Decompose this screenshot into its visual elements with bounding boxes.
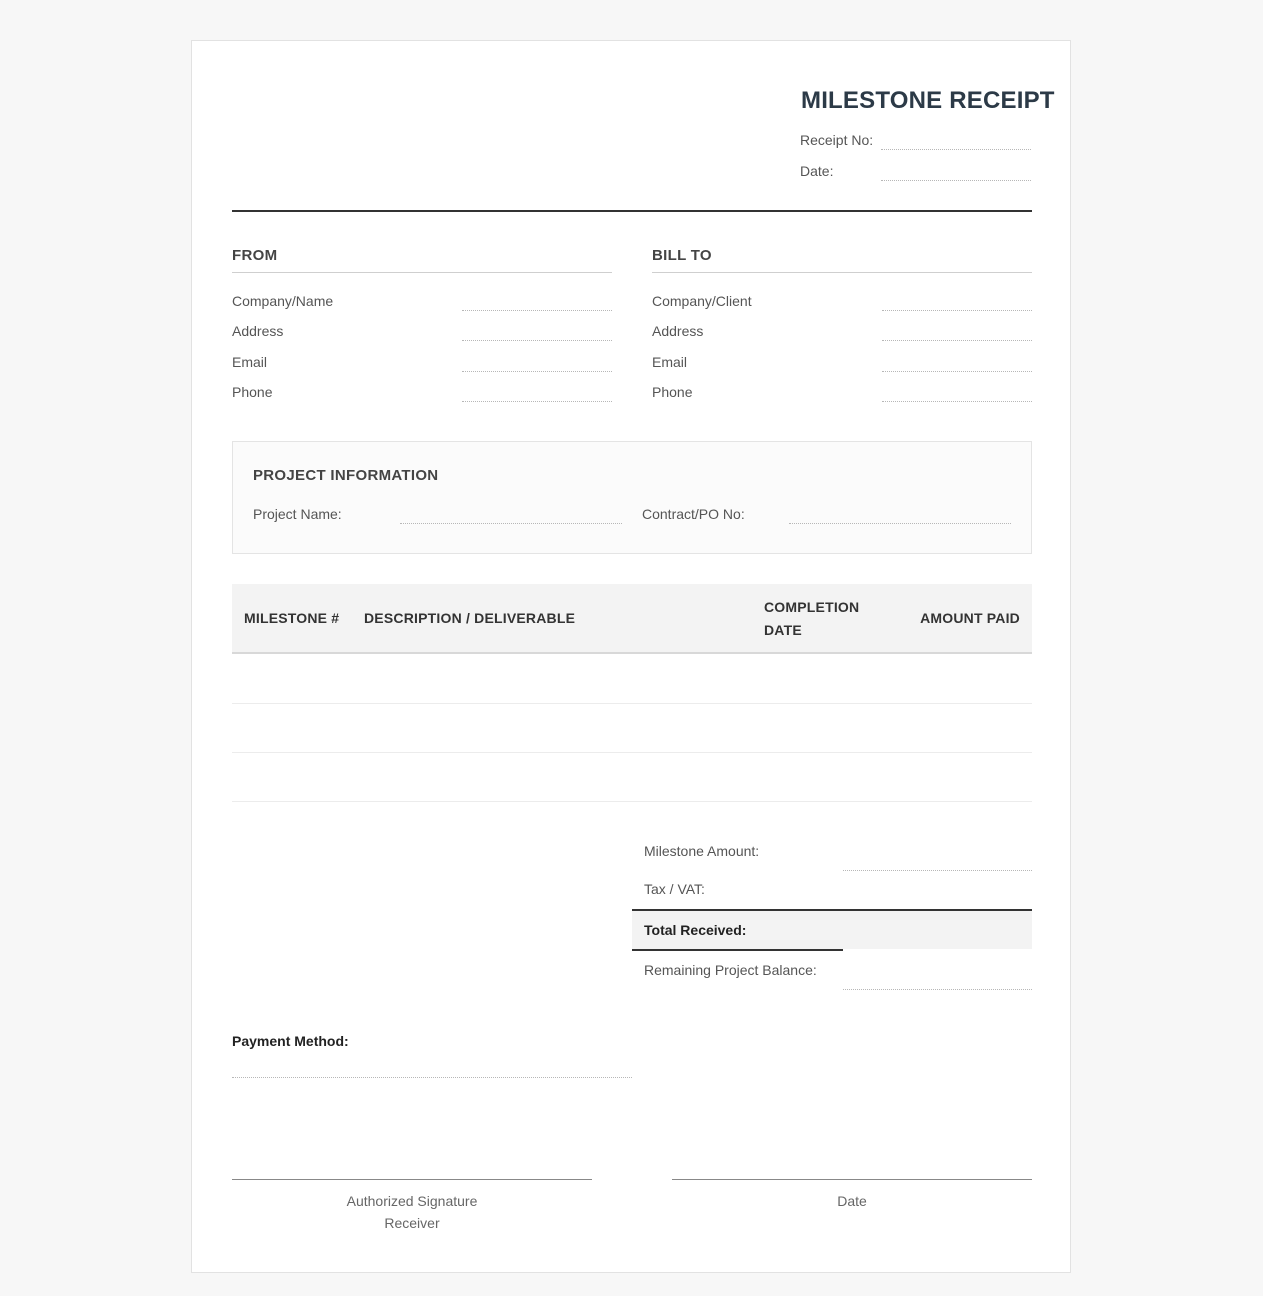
from-divider xyxy=(232,272,612,273)
contract-po-field[interactable] xyxy=(789,523,1011,524)
payment-method-field[interactable] xyxy=(232,1077,632,1078)
bill-to-company-label: Company/Client xyxy=(652,293,752,309)
bill-to-address-label: Address xyxy=(652,323,704,339)
from-phone-label: Phone xyxy=(232,384,273,400)
bill-to-heading: BILL TO xyxy=(652,247,712,264)
from-phone-field[interactable] xyxy=(462,401,612,402)
receipt-title: MILESTONE RECEIPT xyxy=(801,87,1055,114)
total-underline xyxy=(632,949,843,951)
bill-to-phone-label: Phone xyxy=(652,384,693,400)
from-address-field[interactable] xyxy=(462,340,612,341)
col-description: DESCRIPTION / DELIVERABLE xyxy=(364,610,576,626)
from-email-label: Email xyxy=(232,354,268,370)
project-name-label: Project Name: xyxy=(253,506,342,522)
col-completion-date: COMPLETION DATE xyxy=(764,599,860,638)
project-info-heading: PROJECT INFORMATION xyxy=(253,467,439,484)
receiver-label: Receiver xyxy=(384,1215,440,1231)
receipt-no-label: Receipt No: xyxy=(800,132,874,148)
bill-to-company-field[interactable] xyxy=(882,310,1032,311)
date-field[interactable] xyxy=(881,180,1031,181)
bill-to-email-label: Email xyxy=(652,354,688,370)
date-label: Date: xyxy=(800,163,834,179)
total-received-label: Total Received: xyxy=(644,922,747,938)
milestone-amount-field[interactable] xyxy=(843,870,1032,871)
milestone-amount-label: Milestone Amount: xyxy=(644,843,760,859)
bill-to-phone-field[interactable] xyxy=(882,401,1032,402)
table-row[interactable] xyxy=(232,752,1032,753)
remaining-balance-field[interactable] xyxy=(843,989,1032,990)
from-company-label: Company/Name xyxy=(232,293,334,309)
receipt-page xyxy=(191,40,1071,1273)
project-info-box xyxy=(232,441,1032,554)
signature-date-label: Date xyxy=(837,1193,867,1209)
date-signature-line[interactable] xyxy=(672,1179,1032,1180)
bill-to-divider xyxy=(652,272,1032,273)
bill-to-address-field[interactable] xyxy=(882,340,1032,341)
col-amount-paid: AMOUNT PAID xyxy=(920,610,1020,626)
signature-line[interactable] xyxy=(232,1179,592,1180)
from-heading: FROM xyxy=(232,247,278,264)
receipt-no-field[interactable] xyxy=(881,149,1031,150)
col-milestone-number: MILESTONE # xyxy=(244,610,340,626)
project-name-field[interactable] xyxy=(400,523,622,524)
from-company-field[interactable] xyxy=(462,310,612,311)
bill-to-email-field[interactable] xyxy=(882,371,1032,372)
table-row[interactable] xyxy=(232,703,1032,704)
tax-vat-label: Tax / VAT: xyxy=(644,881,705,897)
authorized-signature-label: Authorized Signature xyxy=(346,1193,478,1209)
payment-method-label: Payment Method: xyxy=(232,1033,349,1049)
contract-po-label: Contract/PO No: xyxy=(642,506,745,522)
header-divider xyxy=(232,210,1032,212)
from-email-field[interactable] xyxy=(462,371,612,372)
table-row[interactable] xyxy=(232,801,1032,802)
from-address-label: Address xyxy=(232,323,284,339)
remaining-balance-label: Remaining Project Balance: xyxy=(644,962,817,978)
